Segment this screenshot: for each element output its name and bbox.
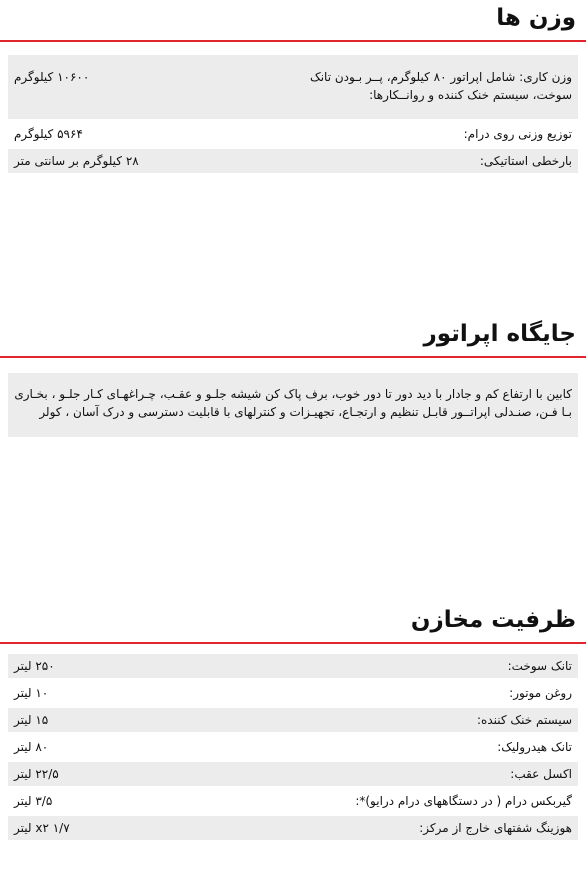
row-value: ۱/۷ x۲ لیتر — [14, 821, 70, 835]
row-label: گیربکس درام ( در دستگاههای درام درایو)*: — [355, 794, 572, 808]
table-row — [8, 55, 578, 119]
section-divider — [0, 642, 586, 644]
row-value: ۲۸ کیلوگرم بر سانتی متر — [14, 154, 139, 168]
row-label: وزن کاری: شامل اپراتور ۸۰ کیلوگرم، پــر بـودن تانک سوخت، سیستم خنک کننده و روانــکارها: — [309, 70, 572, 102]
table-row — [8, 816, 578, 840]
row-value: ۱۰۶۰۰ کیلوگرم — [14, 70, 90, 84]
section-divider — [0, 356, 586, 358]
table-row — [8, 654, 578, 678]
row-label: هوزینگ شفتهای خارج از مرکز: — [419, 821, 572, 835]
row-value: ۵۹۶۴ کیلوگرم — [14, 127, 83, 141]
row-label: سیستم خنک کننده: — [477, 713, 572, 727]
row-label: تانک سوخت: — [507, 659, 572, 673]
row-value: ۸۰ لیتر — [14, 740, 49, 754]
row-value: ۱۰ لیتر — [14, 686, 49, 700]
table-row — [8, 149, 578, 173]
operator-description: کابین با ارتفاع کم و جادار با دید دور تا دور خوب، برف پاک کن شیشه جلـو و عقـب، چـراغهـای کـار جلـو ، بخـاری بـا فـن، صنـدلی اپراتــور قابـل تنظیم و ارتجـاع، تجهیـزات و کنترلهای با قابلیت دسترسی و درک آسان ، کولر — [8, 373, 578, 437]
operator-section — [0, 318, 586, 437]
row-label: روغن موتور: — [509, 686, 572, 700]
row-value: ۳/۵ لیتر — [14, 794, 53, 808]
row-value: ۱۵ لیتر — [14, 713, 49, 727]
table-row — [8, 708, 578, 732]
row-label: اکسل عقب: — [510, 767, 572, 781]
capacities-table — [0, 654, 586, 840]
row-label: بارخطی استاتیکی: — [479, 154, 572, 168]
row-value: ۲۲/۵ لیتر — [14, 767, 59, 781]
weights-table — [0, 55, 586, 173]
section-title-capacities: ظرفیت مخازن — [410, 607, 576, 633]
capacities-section — [0, 604, 586, 843]
row-value: ۲۵۰ لیتر — [14, 659, 55, 673]
table-row — [8, 681, 578, 705]
section-divider — [0, 40, 586, 42]
row-label: توزیع وزنی روی درام: — [463, 127, 572, 141]
section-title-weights: وزن ها — [496, 5, 576, 31]
row-label: تانک هیدرولیک: — [497, 740, 572, 754]
table-row — [8, 762, 578, 786]
table-row — [8, 789, 578, 813]
section-title-operator: جایگاه اپراتور — [423, 321, 576, 347]
weights-section — [0, 2, 586, 176]
table-row — [8, 735, 578, 759]
table-row — [8, 122, 578, 146]
